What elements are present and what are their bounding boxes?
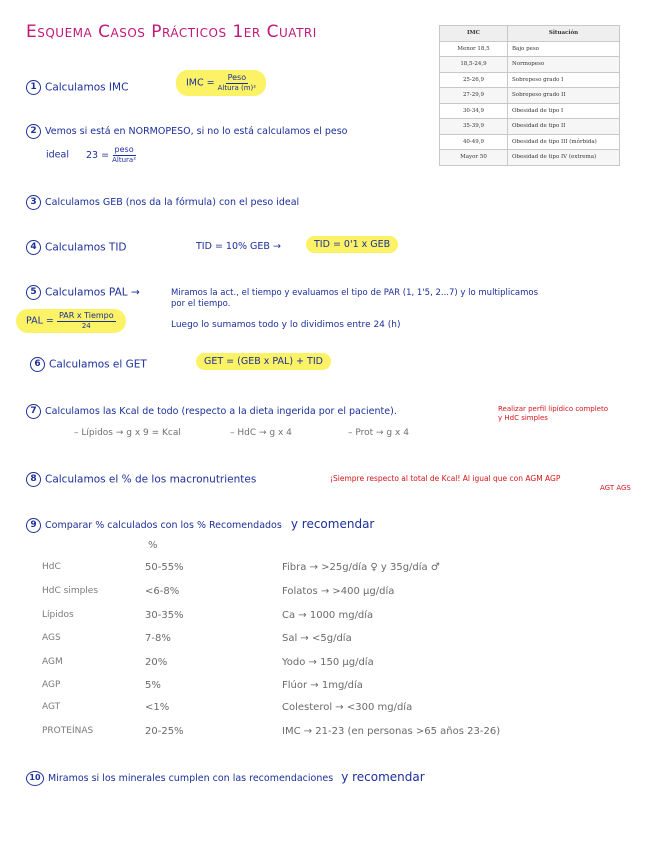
imc-situation: Obesidad de tipo IV (extrema): [508, 150, 620, 166]
list-item: [0, 726, 656, 744]
list-item: [0, 657, 656, 675]
list-item: [0, 702, 656, 720]
step-number: 2: [26, 124, 41, 139]
nutrient-name: AGS: [42, 633, 61, 643]
step-text: Calculamos el GET: [49, 358, 147, 371]
nutrient-name: AGM: [42, 657, 63, 667]
pal-description-3: Luego lo sumamos todo y lo dividimos entre 24 (h): [171, 320, 401, 330]
page-title: Esquema Casos Prácticos 1er Cuatri: [26, 22, 317, 42]
step-text: Calculamos PAL →: [45, 286, 140, 299]
imc-situation: Obesidad de tipo I: [508, 103, 620, 119]
imc-range: 27-29,9: [440, 88, 508, 104]
nutrient-name: AGP: [42, 680, 61, 690]
step-10: [26, 770, 425, 786]
pal-formula: [16, 309, 126, 333]
pal-description-2: por el tiempo.: [171, 299, 231, 309]
step-7-note: Realizar perfil lipídico completo: [498, 405, 609, 413]
step-number: 6: [30, 357, 45, 372]
nutrient-extra: IMC → 21-23 (en personas >65 años 23-26): [282, 726, 501, 737]
nutrient-pct: 20-25%: [145, 726, 184, 737]
step-4: [26, 240, 127, 255]
percent-column-header: %: [148, 540, 158, 551]
step-1: [26, 80, 128, 95]
denominator: Altura (m)²: [217, 84, 257, 92]
imc-range: 30-34,9: [440, 103, 508, 119]
list-item: [0, 633, 656, 651]
table-row: [440, 150, 620, 166]
step-text: Calculamos TID: [45, 241, 127, 254]
step-text: ideal: [46, 149, 69, 161]
pal-description: Miramos la act., el tiempo y evaluamos el tipo de PAR (1, 1'5, 2...7) y lo multiplicamos: [171, 288, 539, 298]
nutrient-extra: Flúor → 1mg/día: [282, 680, 363, 691]
get-highlight: GET = (GEB x PAL) + TID: [196, 353, 331, 370]
imc-range: Menor 18,5: [440, 41, 508, 57]
step-6: [30, 357, 147, 372]
formula-fraction: [218, 74, 256, 92]
step-2: [26, 124, 348, 139]
numerator: Peso: [227, 73, 247, 82]
step-number: 3: [26, 195, 41, 210]
nutrient-extra: Folatos → >400 µg/día: [282, 586, 395, 597]
nutrient-pct: 50-55%: [145, 562, 184, 573]
table-row: [440, 88, 620, 104]
nutrient-name: PROTEÍNAS: [42, 726, 94, 736]
step-text: Calculamos las Kcal de todo (respecto a la dieta ingerida por el paciente).: [45, 406, 397, 417]
nutrient-pct: 7-8%: [145, 633, 171, 644]
imc-formula: [176, 70, 266, 96]
column-header: Situación: [508, 26, 620, 42]
nutrient-name: Lípidos: [42, 610, 74, 620]
nutrient-pct: <1%: [145, 702, 170, 713]
step-number: 7: [26, 404, 41, 419]
nutrient-extra: Yodo → 150 µg/día: [282, 657, 374, 668]
step-7-note-2: y HdC simples: [498, 414, 548, 422]
nutrient-name: AGT: [42, 702, 61, 712]
imc-situation: Sobrepeso grado I: [508, 72, 620, 88]
imc-range: 40-49,9: [440, 134, 508, 150]
step-text-emphasis: y recomendar: [341, 770, 425, 784]
step-text: Calculamos IMC: [45, 81, 129, 94]
step-number: 9: [26, 518, 41, 533]
step-2-line2: [46, 146, 136, 164]
table-row: [440, 134, 620, 150]
denominator: Altura²: [112, 156, 137, 164]
prot-kcal: – Prot → g x 4: [348, 428, 409, 438]
hdc-kcal: – HdC → g x 4: [230, 428, 292, 438]
nutrient-extra: Ca → 1000 mg/día: [282, 610, 374, 621]
formula-lhs: IMC =: [186, 77, 215, 89]
imc-table: [439, 25, 620, 166]
step-number: 8: [26, 472, 41, 487]
step-3: [26, 195, 299, 210]
nutrient-extra: Sal → <5g/día: [282, 633, 352, 644]
formula-lhs: 23 =: [86, 149, 110, 161]
step-text: Calculamos el % de los macronutrientes: [45, 473, 257, 486]
imc-situation: Bajo peso: [508, 41, 620, 57]
nutrient-pct: <6-8%: [145, 586, 180, 597]
table-row: [440, 119, 620, 135]
step-text: Comparar % calculados con los % Recomendados: [45, 520, 282, 531]
imc-range: 25-26,9: [440, 72, 508, 88]
step-8-note-2: AGT AGS: [600, 484, 631, 492]
step-text: Miramos si los minerales cumplen con las recomendaciones: [48, 773, 334, 784]
imc-situation: Normopeso: [508, 57, 620, 73]
list-item: [0, 610, 656, 628]
formula-lhs: PAL =: [26, 315, 54, 327]
list-item: [0, 586, 656, 604]
step-9: [26, 517, 374, 533]
step-text-emphasis: y recomendar: [290, 517, 375, 531]
nutrient-name: HdC simples: [42, 586, 99, 596]
step-number: 10: [26, 771, 44, 786]
step-number: 1: [26, 80, 41, 95]
formula-fraction: [112, 146, 136, 164]
tid-formula: TID = 10% GEB →: [196, 241, 281, 252]
nutrient-pct: 5%: [145, 680, 161, 691]
formula-fraction: [57, 312, 116, 330]
step-8-note: ¡Siempre respecto al total de Kcal! Al igual que con AGM AGP: [330, 474, 561, 483]
step-text: Calculamos GEB (nos da la fórmula) con el peso ideal: [45, 197, 300, 208]
list-item: [0, 562, 656, 580]
denominator: 24: [81, 322, 91, 330]
list-item: [0, 680, 656, 698]
table-header-row: [440, 26, 620, 42]
imc-range: Mayor 50: [440, 150, 508, 166]
imc-range: 18,5-24,9: [440, 57, 508, 73]
step-5: [26, 285, 140, 300]
table-row: [440, 72, 620, 88]
lipids-kcal: – Lípidos → g x 9 = Kcal: [74, 428, 181, 438]
table-row: [440, 103, 620, 119]
numerator: peso: [114, 145, 134, 154]
imc-situation: Obesidad de tipo II: [508, 119, 620, 135]
nutrient-pct: 30-35%: [145, 610, 184, 621]
nutrient-name: HdC: [42, 562, 61, 572]
nutrient-pct: 20%: [145, 657, 168, 668]
step-number: 4: [26, 240, 41, 255]
step-text: Vemos si está en NORMOPESO, si no lo está calculamos el peso: [45, 126, 348, 137]
imc-situation: Obesidad de tipo III (mórbida): [508, 134, 620, 150]
table-row: [440, 41, 620, 57]
step-8: [26, 472, 256, 487]
step-number: 5: [26, 285, 41, 300]
nutrient-extra: Colesterol → <300 mg/día: [282, 702, 413, 713]
imc-situation: Sobrepeso grado II: [508, 88, 620, 104]
imc-range: 35-39,9: [440, 119, 508, 135]
table-row: [440, 57, 620, 73]
step-7: [26, 404, 397, 419]
tid-highlight: TID = 0'1 x GEB: [306, 236, 398, 253]
column-header: IMC: [440, 26, 508, 42]
numerator: PAR x Tiempo: [58, 311, 114, 320]
nutrient-extra: Fibra → >25g/día ♀ y 35g/día ♂: [282, 562, 440, 573]
